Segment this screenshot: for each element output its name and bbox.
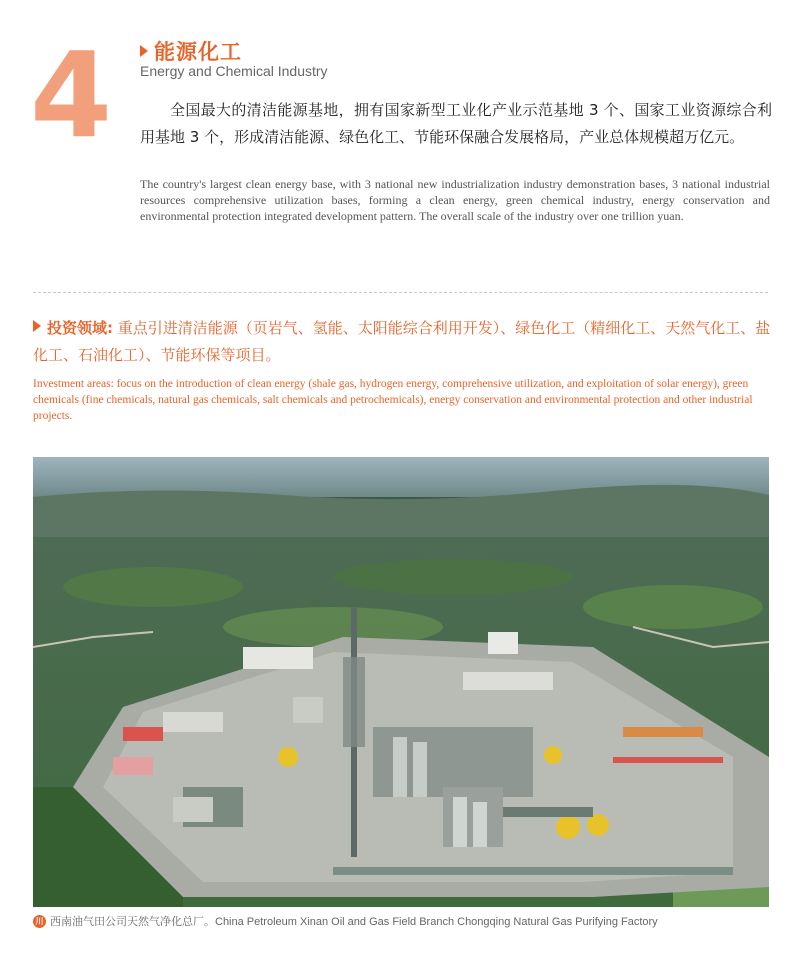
intro-paragraph-en: The country's largest clean energy base, with 3 national new industrialization industry demonstration bases, 3 national industrial resources comprehensive utilization bases, forming a clean energy, green chemical industry, energy conservation and environmental protection integrated development pattern. The overall scale of the industry over one trillion yuan. xyxy=(140,177,770,223)
investment-label: 投资领域: xyxy=(47,319,113,337)
section-title-en: Energy and Chemical Industry xyxy=(140,63,328,79)
caption-badge-icon: 川 xyxy=(33,915,46,928)
triangle-arrow-icon xyxy=(140,45,148,57)
section-title-row xyxy=(140,36,242,66)
triangle-arrow-icon xyxy=(33,320,41,332)
investment-paragraph-en: Investment areas: focus on the introduction of clean energy (shale gas, hydrogen energy, comprehensive utilization, and exploitation of solar energy), green chemicals (fine chemicals, natural gas chemicals, salt chemicals and petrochemicals), energy conservation and environmental protection and other industrial projects. xyxy=(33,378,753,422)
dashed-divider xyxy=(33,292,768,293)
aerial-factory-photo xyxy=(33,457,769,907)
section-title-cn: 能源化工 xyxy=(154,40,242,64)
factory-illustration xyxy=(33,457,769,907)
intro-paragraph-cn: 全国最大的清洁能源基地，拥有国家新型工业化产业示范基地 3 个、国家工业资源综合利用基地 3 个，形成清洁能源、绿色化工、节能环保融合发展格局，产业总体规模超万亿元。 xyxy=(140,101,772,146)
photo-caption: 西南油气田公司天然气净化总厂。China Petroleum Xinan Oil and Gas Field Branch Chongqing Natural Gas Purifying Factory xyxy=(50,916,658,928)
investment-text-cn: 重点引进清洁能源（页岩气、氢能、太阳能综合利用开发）、绿色化工（精细化工、天然气化工、盐化工、石油化工）、节能环保等项目。 xyxy=(33,319,771,364)
photo-caption-row xyxy=(33,913,658,929)
section-number: 4 xyxy=(30,26,113,164)
investment-paragraph-cn xyxy=(33,315,773,369)
